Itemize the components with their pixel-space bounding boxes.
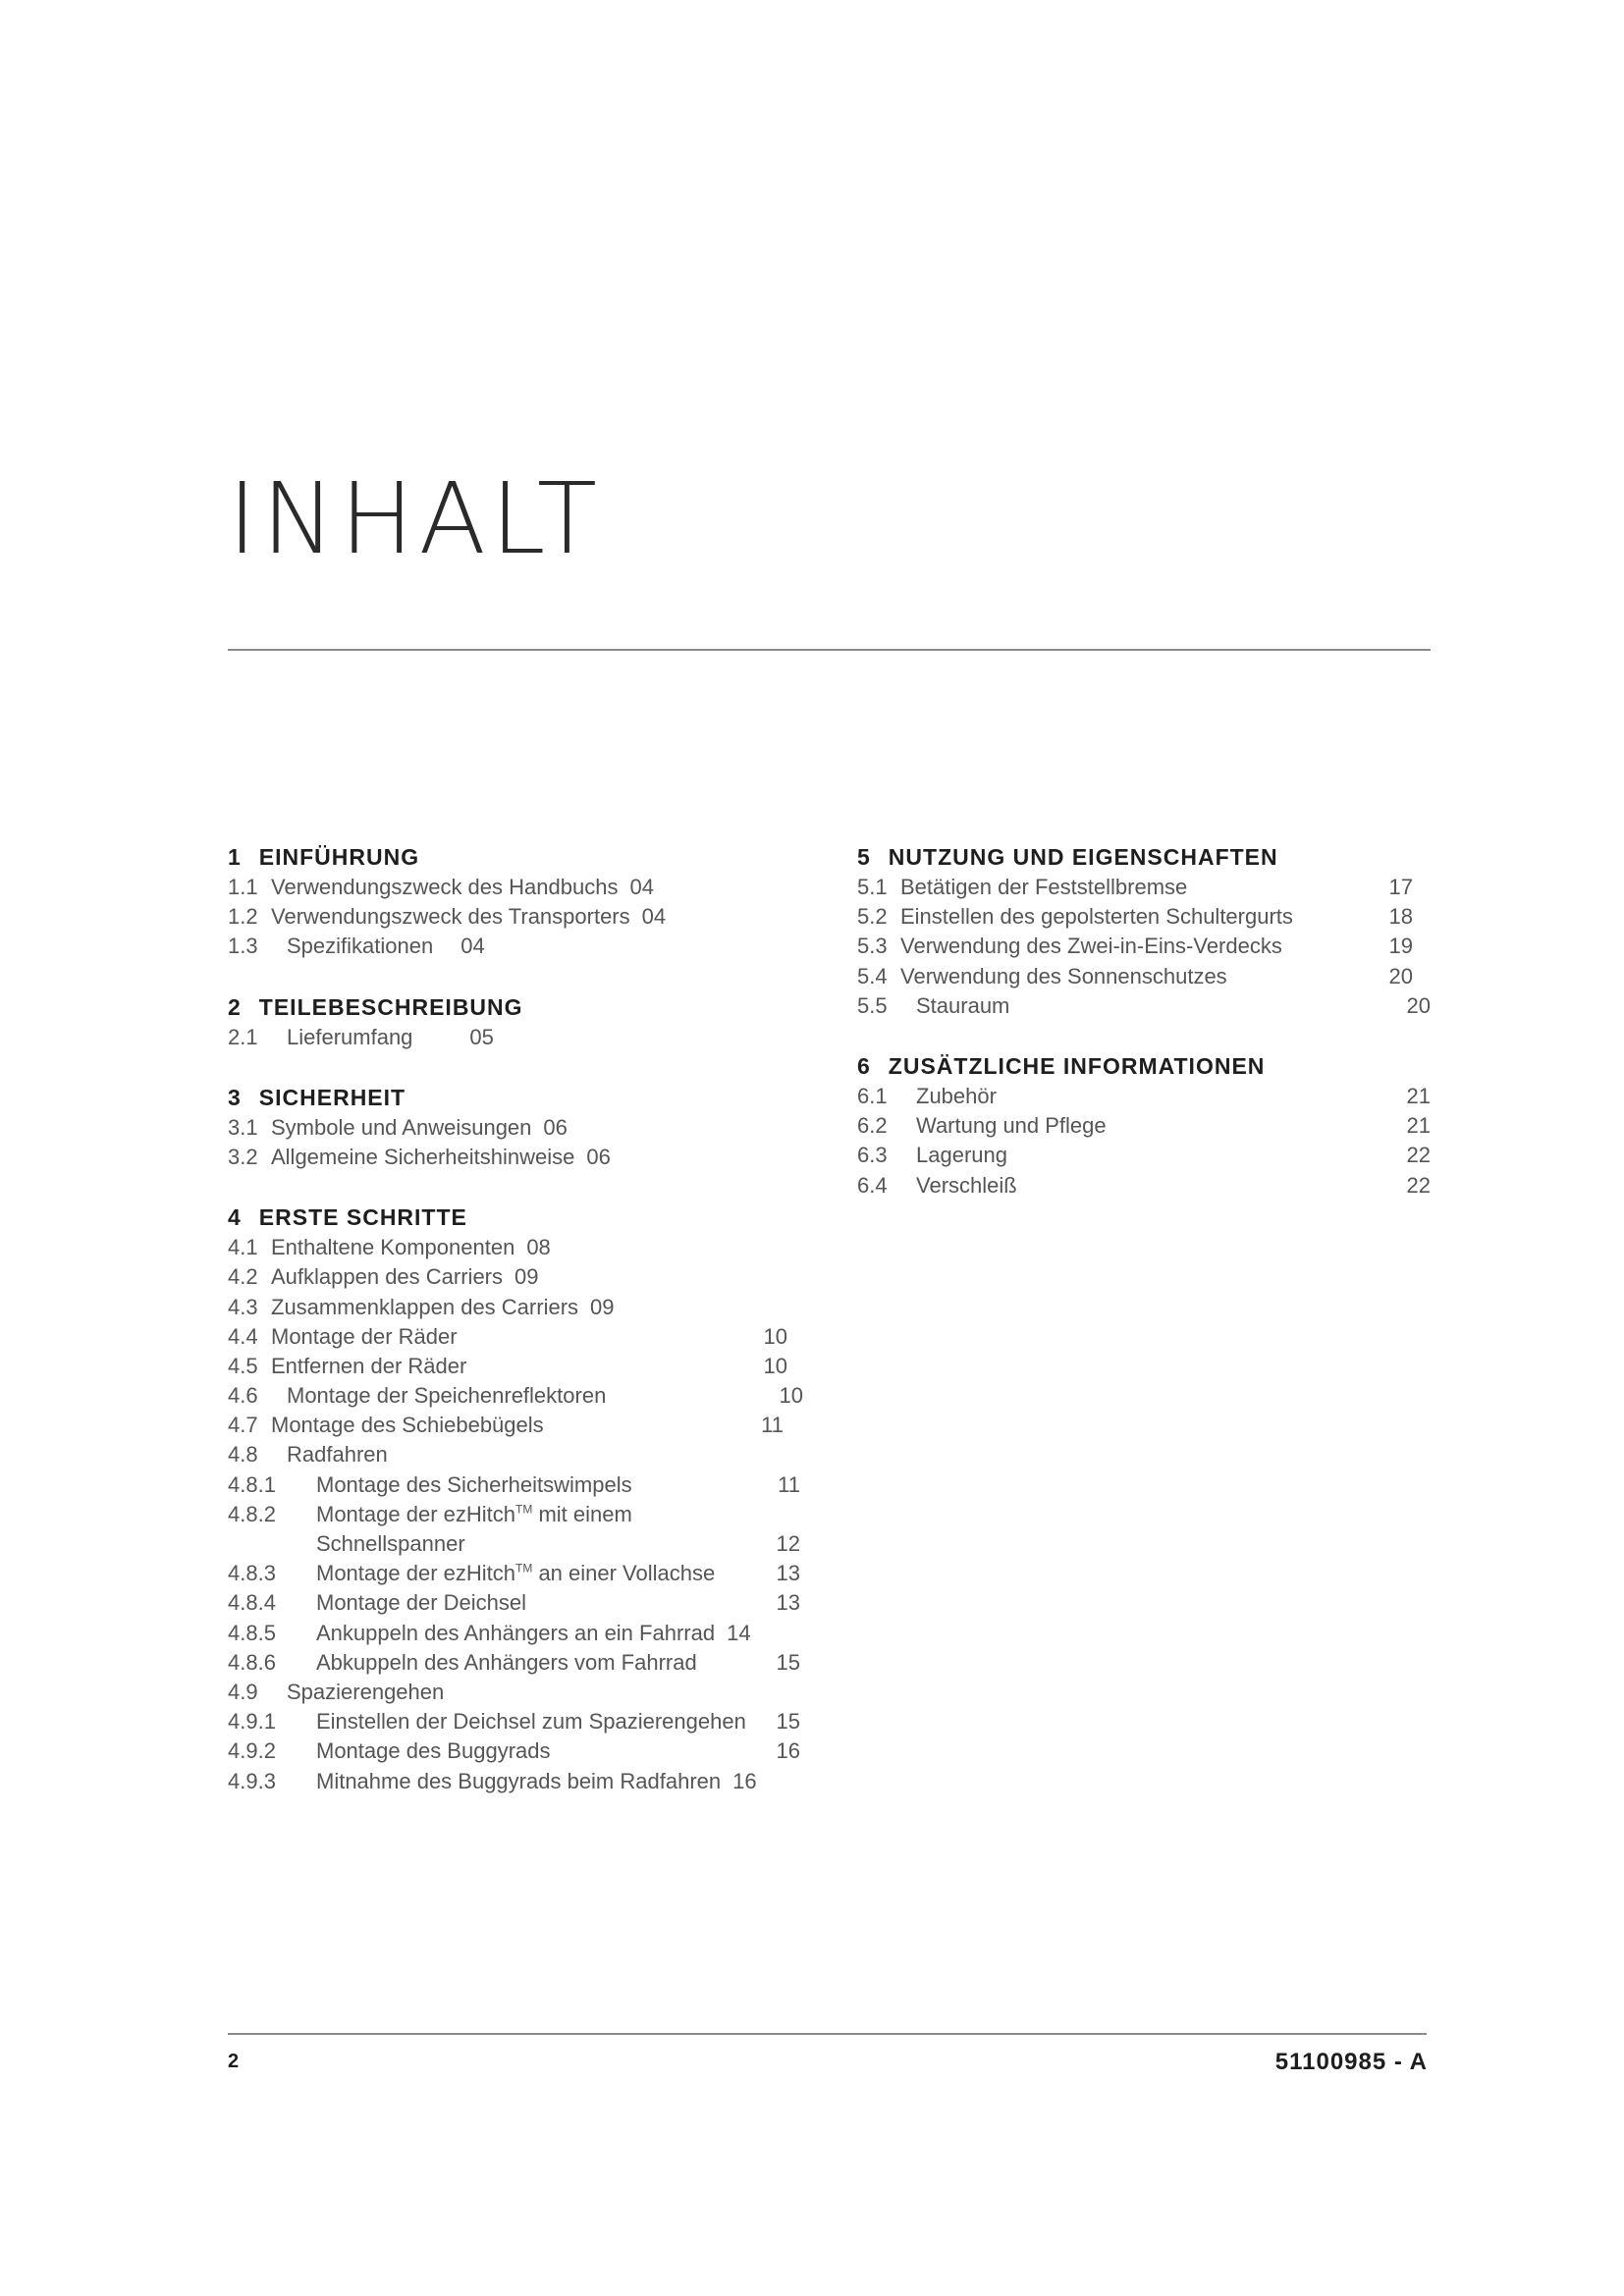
- section-number: 5: [857, 844, 871, 870]
- section-title: NUTZUNG UND EIGENSCHAFTEN: [888, 844, 1278, 870]
- entry-title: Lieferumfang: [287, 1024, 413, 1049]
- entry-page: 13: [776, 1561, 800, 1586]
- entry-number: 4.5: [228, 1353, 258, 1378]
- section-heading[interactable]: [857, 1050, 1438, 1082]
- entry-number: 4.8.2: [228, 1501, 276, 1526]
- entry-title: Verwendungszweck des Handbuchs: [271, 875, 619, 899]
- entry-page: 17: [1388, 875, 1413, 899]
- toc-entry[interactable]: [228, 1678, 817, 1707]
- entry-page: 22: [1406, 1143, 1431, 1168]
- entry-page: 21: [1406, 1083, 1431, 1108]
- entry-number: 4.1: [228, 1235, 258, 1260]
- entry-title: Mitnahme des Buggyrads beim Radfahren: [316, 1768, 722, 1793]
- section-number: 6: [857, 1052, 871, 1079]
- entry-page: 06: [543, 1114, 568, 1140]
- entry-page: 11: [778, 1471, 800, 1497]
- entry-number: 4.8.5: [228, 1620, 276, 1645]
- section-heading[interactable]: [857, 841, 1438, 873]
- entry-number: 6.1: [857, 1083, 888, 1108]
- entry-number: 4.7: [228, 1413, 258, 1438]
- toc-entry[interactable]: [857, 1082, 1431, 1111]
- toc-right-column: [857, 841, 1438, 1230]
- entry-title: Verschleiß: [916, 1172, 1017, 1198]
- entry-page: 11: [761, 1413, 784, 1438]
- section-number: 2: [228, 993, 242, 1020]
- toc-section-3: [228, 1082, 817, 1172]
- entry-number: 4.8.1: [228, 1471, 276, 1497]
- toc-entry[interactable]: [857, 1141, 1431, 1170]
- entry-number: 1.3: [228, 934, 258, 959]
- toc-entry[interactable]: [228, 1470, 800, 1500]
- toc-entry[interactable]: [228, 1411, 784, 1440]
- entry-page: 16: [732, 1768, 757, 1793]
- entry-page: 09: [514, 1264, 539, 1290]
- entry-number: 2.1: [228, 1024, 258, 1049]
- toc-entry[interactable]: [857, 991, 1431, 1021]
- toc-entry[interactable]: [228, 1559, 800, 1588]
- entry-title: Allgemeine Sicherheitshinweise: [271, 1144, 575, 1169]
- entry-page: 09: [590, 1294, 615, 1319]
- entry-number: 4.8.4: [228, 1590, 276, 1616]
- entry-title: Verwendung des Zwei-in-Eins-Verdecks: [900, 934, 1282, 959]
- entry-title: Wartung und Pflege: [916, 1113, 1107, 1139]
- toc-entry-continuation[interactable]: [228, 1529, 800, 1559]
- entry-number: 3.2: [228, 1144, 258, 1169]
- entry-page: 13: [776, 1590, 800, 1616]
- entry-title: Verwendung des Sonnenschutzes: [900, 963, 1227, 988]
- entry-title: Enthaltene Komponenten: [271, 1235, 515, 1260]
- entry-number: 4.4: [228, 1323, 258, 1349]
- toc-entry[interactable]: [857, 902, 1413, 932]
- entry-number: 4.6: [228, 1383, 258, 1409]
- entry-title: Montage des Sicherheitswimpels: [316, 1471, 632, 1497]
- section-title: TEILEBESCHREIBUNG: [258, 993, 523, 1020]
- footer-doc-code: 51100985 - A: [1274, 2049, 1428, 2075]
- toc-entry[interactable]: [228, 1588, 800, 1618]
- toc-entry[interactable]: [228, 1143, 817, 1172]
- entry-number: 4.8: [228, 1442, 258, 1468]
- entry-title: Aufklappen des Carriers: [271, 1264, 504, 1290]
- section-heading[interactable]: [228, 841, 817, 873]
- entry-page: 05: [469, 1024, 494, 1049]
- entry-page: 04: [460, 934, 485, 959]
- entry-page: 04: [629, 875, 654, 899]
- section-title: EINFÜHRUNG: [258, 844, 420, 870]
- toc-section-4: [228, 1201, 817, 1796]
- toc-entry[interactable]: [228, 1736, 800, 1766]
- toc-entry[interactable]: [857, 873, 1413, 902]
- toc-section-1: [228, 841, 817, 962]
- section-number: 4: [228, 1204, 242, 1231]
- page-title: INHALT: [228, 461, 602, 576]
- toc-entry[interactable]: [228, 1293, 817, 1322]
- toc-entry[interactable]: [857, 1171, 1431, 1201]
- section-heading[interactable]: [228, 1082, 817, 1113]
- toc-entry[interactable]: [228, 1767, 817, 1796]
- section-title: ZUSÄTZLICHE INFORMATIONEN: [888, 1052, 1266, 1079]
- toc-entry[interactable]: [228, 1440, 817, 1469]
- section-number: 3: [228, 1084, 242, 1110]
- section-title: ERSTE SCHRITTE: [258, 1204, 467, 1231]
- toc-entry[interactable]: [228, 1322, 787, 1352]
- entry-title: Einstellen der Deichsel zum Spazierengehen: [316, 1709, 746, 1735]
- entry-title: Montage der Räder: [271, 1323, 458, 1349]
- entry-page: 08: [526, 1235, 551, 1260]
- section-heading[interactable]: [228, 1201, 817, 1233]
- entry-title: Montage der Speichenreflektoren: [287, 1383, 607, 1409]
- toc-left-column: [228, 841, 817, 1826]
- entry-number: 5.5: [857, 992, 888, 1018]
- entry-page: 15: [776, 1709, 800, 1735]
- toc-entry[interactable]: [228, 1113, 817, 1143]
- trademark-mark: TM: [515, 1502, 533, 1517]
- footer-page-number: 2: [228, 2051, 240, 2072]
- entry-title: Spazierengehen: [287, 1679, 445, 1704]
- entry-title: Zusammenklappen des Carriers: [271, 1294, 579, 1319]
- entry-page: 22: [1406, 1172, 1431, 1198]
- entry-page: 10: [779, 1383, 803, 1409]
- toc-entry[interactable]: [228, 1262, 817, 1292]
- toc-entry[interactable]: [228, 932, 817, 961]
- entry-number: 5.4: [857, 963, 888, 988]
- toc-entry[interactable]: [857, 1111, 1431, 1141]
- toc-entry[interactable]: [228, 902, 817, 932]
- entry-number: 5.2: [857, 904, 888, 930]
- toc-entry[interactable]: [228, 1233, 817, 1262]
- toc-entry[interactable]: [228, 873, 817, 902]
- entry-title: Zubehör: [916, 1083, 997, 1108]
- entry-number: 4.9.3: [228, 1768, 276, 1793]
- entry-page: 10: [763, 1323, 787, 1349]
- entry-title: Montage der Deichsel: [316, 1590, 527, 1616]
- entry-page: 14: [727, 1620, 751, 1645]
- entry-title: Radfahren: [287, 1442, 388, 1468]
- entry-number: 5.3: [857, 934, 888, 959]
- entry-title: Spezifikationen: [287, 934, 434, 959]
- section-heading[interactable]: [228, 991, 817, 1023]
- entry-page: 12: [776, 1531, 800, 1556]
- entry-number: 1.2: [228, 904, 258, 930]
- entry-page: 06: [586, 1144, 611, 1169]
- entry-title: Montage des Buggyrads: [316, 1738, 551, 1764]
- entry-number: 4.3: [228, 1294, 258, 1319]
- entry-number: 4.9.2: [228, 1738, 276, 1764]
- entry-title: Montage der ezHitch™ mit einem: [316, 1501, 632, 1526]
- entry-page: 16: [776, 1738, 800, 1764]
- entry-number: 1.1: [228, 875, 258, 899]
- entry-number: 4.9: [228, 1679, 258, 1704]
- entry-title: Ankuppeln des Anhängers an ein Fahrrad: [316, 1620, 716, 1645]
- entry-title: Abkuppeln des Anhängers vom Fahrrad: [316, 1649, 697, 1675]
- entry-page: 19: [1388, 934, 1413, 959]
- trademark-mark: TM: [515, 1561, 533, 1575]
- toc-section-5: [857, 841, 1438, 1021]
- entry-title: Symbole und Anweisungen: [271, 1114, 532, 1140]
- entry-number: 6.3: [857, 1143, 888, 1168]
- entry-title: Einstellen des gepolsterten Schultergurts: [900, 904, 1293, 930]
- entry-number: 5.1: [857, 875, 888, 899]
- entry-page: 21: [1406, 1113, 1431, 1139]
- toc-entry[interactable]: [228, 1500, 817, 1529]
- entry-page: 10: [763, 1353, 787, 1378]
- toc-entry[interactable]: [857, 932, 1413, 961]
- entry-page: 15: [776, 1649, 800, 1675]
- entry-title: Schnellspanner: [316, 1531, 465, 1556]
- entry-number: 4.9.1: [228, 1709, 276, 1735]
- entry-title: Stauraum: [916, 992, 1010, 1018]
- toc-entry[interactable]: [228, 1381, 803, 1411]
- entry-title: Montage des Schiebebügels: [271, 1413, 544, 1438]
- entry-title: Lagerung: [916, 1143, 1007, 1168]
- entry-number: 4.8.3: [228, 1561, 276, 1586]
- toc-section-2: [228, 991, 817, 1052]
- toc-entry[interactable]: [228, 1707, 800, 1736]
- entry-number: 6.4: [857, 1172, 888, 1198]
- entry-number: 4.2: [228, 1264, 258, 1290]
- entry-page: 18: [1388, 904, 1413, 930]
- entry-number: 3.1: [228, 1114, 258, 1140]
- footer-divider: [228, 2033, 1427, 2035]
- entry-title: Betätigen der Feststellbremse: [900, 875, 1188, 899]
- title-divider: [228, 649, 1431, 651]
- entry-page: 20: [1406, 992, 1431, 1018]
- entry-page: 20: [1388, 963, 1413, 988]
- section-title: SICHERHEIT: [258, 1084, 406, 1110]
- toc-entry[interactable]: [228, 1023, 817, 1052]
- entry-page: 04: [641, 904, 667, 930]
- entry-title: Entfernen der Räder: [271, 1353, 467, 1378]
- toc-section-6: [857, 1050, 1438, 1201]
- toc-entry[interactable]: [228, 1648, 800, 1678]
- entry-title: Verwendungszweck des Transporters: [271, 904, 630, 930]
- entry-number: 6.2: [857, 1113, 888, 1139]
- toc-entry[interactable]: [228, 1352, 787, 1381]
- section-number: 1: [228, 844, 242, 870]
- entry-title: Montage der ezHitch™ an einer Vollachse: [316, 1561, 716, 1586]
- toc-entry[interactable]: [228, 1619, 817, 1648]
- toc-entry[interactable]: [857, 962, 1413, 991]
- entry-number: 4.8.6: [228, 1649, 276, 1675]
